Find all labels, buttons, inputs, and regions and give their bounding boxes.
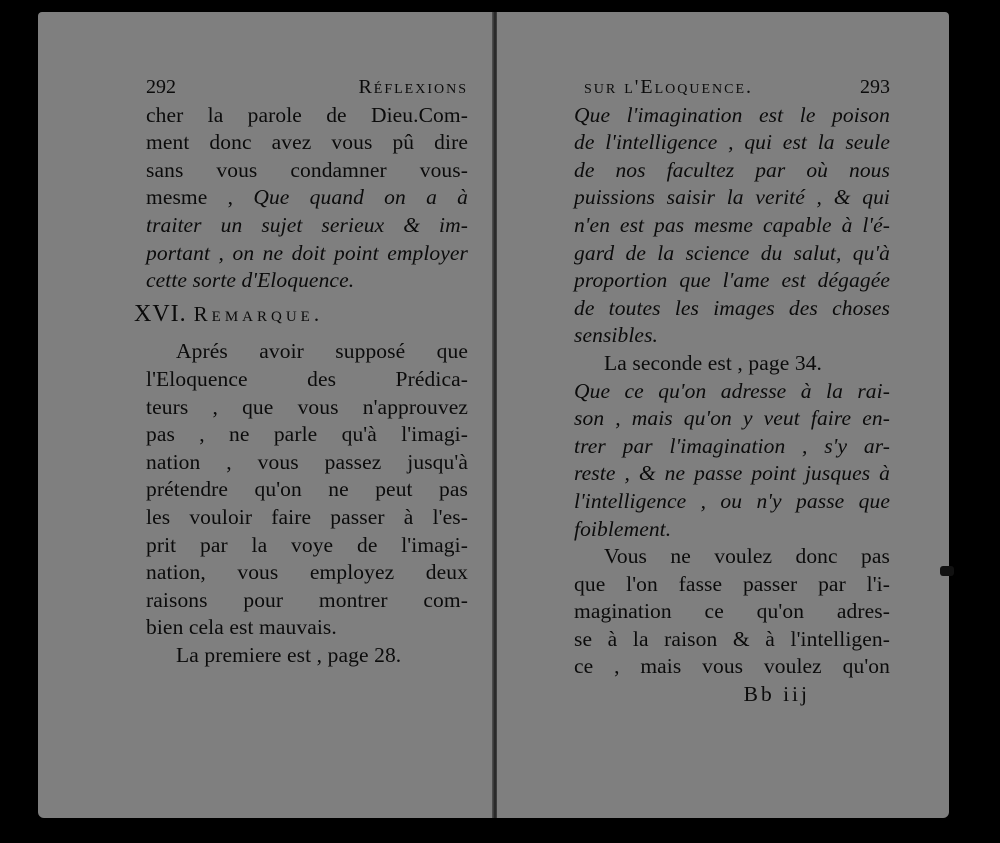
text-line: l'Eloquence des Prédica- [146,366,468,391]
section-heading [134,301,468,329]
text-line: se à la raison & à l'intelligen- [574,626,890,651]
right-page [497,12,949,818]
text-line: cher la parole de Dieu.Com- [146,102,468,127]
left-page [38,12,495,818]
text-line: bien cela est mauvais. [146,615,337,640]
signature-mark: Bb iij [743,682,810,707]
text-line: reste , & ne passe point jusques à [574,461,890,486]
text-line: prétendre qu'on ne peut pas [146,477,468,502]
text-line: traiter un sujet serieux & im- [146,212,468,237]
left-page-text [134,74,468,669]
heading-number: XVI. [134,300,187,327]
text-line: n'en est pas mesme capable à l'é- [574,212,890,237]
text-line: Que l'imagination est le poison [574,102,890,127]
page-tab-mark [940,566,954,576]
text-line: les vouloir faire passer à l'es- [146,504,468,529]
text-italic: Que quand on a à [253,185,468,210]
left-body-lines [146,102,468,295]
text-line: gard de la science du salut, qu'à [574,240,890,265]
text-line: pas , ne parle qu'à l'imagi- [146,422,468,447]
text-line: puissions saisir la verité , & qui [574,185,890,210]
left-running-title: Réflexions [358,76,468,98]
text-line: que l'on fasse passer par l'i- [574,571,890,596]
text-line: de toutes les images des choses [574,295,890,320]
text-line: nation, vous employez deux [146,560,468,585]
right-page-text [574,74,890,709]
left-page-number: 292 [146,76,176,98]
text-roman: mesme , [146,185,254,210]
right-running-head [574,74,890,102]
text-line [146,184,468,212]
text-line: son , mais qu'on y veut faire en- [574,406,890,431]
text-line: ment donc avez vous pû dire [146,130,468,155]
text-line: cette sorte d'Eloquence. [146,268,355,293]
text-line: sensibles. [574,323,659,348]
left-body-lines-2 [146,338,468,669]
text-line: nation , vous passez jusqu'à [146,449,468,474]
text-line: Vous ne voulez donc pas [604,544,890,569]
text-line: prit par la voye de l'imagi- [146,532,468,557]
text-line: de nos facultez par où nous [574,157,890,182]
heading-word: Remarque. [193,301,324,326]
text-line: magination ce qu'on adres- [574,599,890,624]
text-line: de l'intelligence , qui est la seule [574,130,890,155]
right-page-number: 293 [860,76,890,98]
left-running-head [146,74,468,102]
text-line: ce , mais vous voulez qu'on [574,654,890,679]
text-line: foiblement. [574,516,672,541]
right-running-title: sur l'Eloquence. [584,76,754,98]
text-line: trer par l'imagination , s'y ar- [574,433,890,458]
text-line: sans vous condamner vous- [146,157,468,182]
text-line: raisons pour montrer com- [146,587,468,612]
text-line: Aprés avoir supposé que [176,339,468,364]
text-line: La premiere est , page 28. [176,642,402,667]
right-body-lines [574,102,890,681]
text-line: Que ce qu'on adresse à la rai- [574,378,890,403]
text-line: proportion que l'ame est dégagée [574,268,890,293]
text-line: l'intelligence , ou n'y passe que [574,488,890,513]
text-line: La seconde est , page 34. [604,350,823,375]
text-line: portant , on ne doit point employer [146,240,468,265]
text-line: teurs , que vous n'approuvez [146,394,468,419]
